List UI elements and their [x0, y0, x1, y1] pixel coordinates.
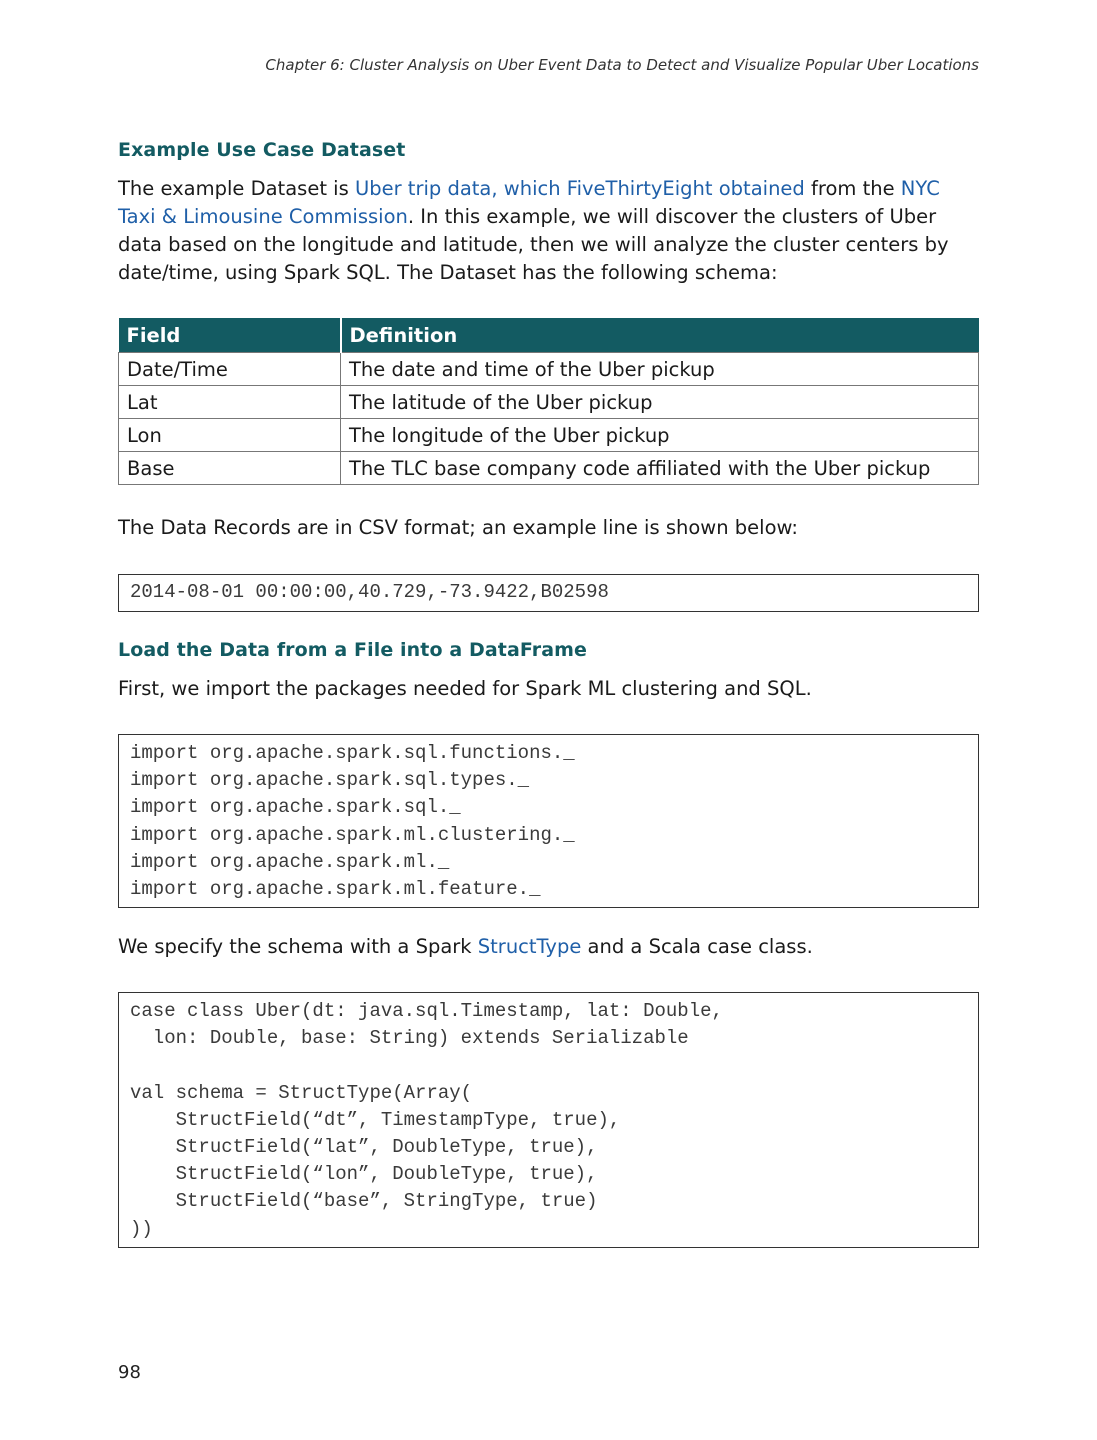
- table-cell-field: Lon: [119, 419, 341, 452]
- schema-intro-paragraph: [118, 933, 979, 961]
- table-cell-field: Lat: [119, 386, 341, 419]
- schema-table: [118, 318, 979, 485]
- schema-intro-text-1: We specify the schema with a Spark: [118, 935, 478, 958]
- csv-example-code-block: 2014-08-01 00:00:00,40.729,-73.9422,B02598: [118, 574, 979, 612]
- table-header-definition: Definition: [341, 318, 979, 353]
- imports-code-block: import org.apache.spark.sql.functions._ import org.apache.spark.sql.types._ import org.apache.spark.sql._ import org.apache.spark.ml.clustering._ import org.apache.spark.ml._ import org.apache.spark.ml.feature._: [118, 734, 979, 908]
- running-header: Chapter 6: Cluster Analysis on Uber Event Data to Detect and Visualize Popular Uber Locations: [265, 56, 979, 74]
- nyc-tlc-link[interactable]: NYC Taxi & Limousine Commission: [118, 177, 940, 228]
- schema-intro-text-2: and a Scala case class.: [581, 935, 813, 958]
- csv-intro-paragraph: The Data Records are in CSV format; an example line is shown below:: [118, 516, 798, 539]
- table-row: [119, 452, 979, 485]
- intro-text-1: The example Dataset is: [118, 177, 355, 200]
- table-cell-definition: The TLC base company code affiliated with the Uber pickup: [341, 452, 979, 485]
- schema-code-block: case class Uber(dt: java.sql.Timestamp, lat: Double, lon: Double, base: String) extends Serializable val schema = StructType(Array( StructField(“dt”, TimestampType, true), StructField(“lat”, DoubleType, true), StructField(“lon”, DoubleType, true), StructField(“base”, StringType, true) )): [118, 992, 979, 1248]
- table-row: [119, 353, 979, 386]
- table-cell-field: Base: [119, 452, 341, 485]
- document-page: [118, 0, 979, 1440]
- intro-text-2: from the: [804, 177, 901, 200]
- page-number: 98: [118, 1362, 141, 1383]
- table-row: [119, 419, 979, 452]
- intro-text-3: . In this example, we will discover the clusters of Uber data based on the longitude and latitude, then we will analyze the cluster centers by date/time, using Spark SQL. The Dataset has the following schema:: [118, 205, 949, 284]
- table-cell-definition: The latitude of the Uber pickup: [341, 386, 979, 419]
- table-cell-field: Date/Time: [119, 353, 341, 386]
- structtype-link[interactable]: StructType: [477, 935, 582, 958]
- section-heading-dataset: Example Use Case Dataset: [118, 139, 406, 161]
- section-heading-load-data: Load the Data from a File into a DataFrame: [118, 639, 588, 661]
- table-row: [119, 386, 979, 419]
- imports-intro-paragraph: First, we import the packages needed for Spark ML clustering and SQL.: [118, 677, 812, 700]
- uber-trip-data-link[interactable]: Uber trip data, which FiveThirtyEight obtained: [354, 177, 805, 200]
- table-cell-definition: The date and time of the Uber pickup: [341, 353, 979, 386]
- table-header-field: Field: [119, 318, 341, 353]
- dataset-intro-paragraph: [118, 175, 979, 287]
- table-header-row: [119, 318, 979, 353]
- table-cell-definition: The longitude of the Uber pickup: [341, 419, 979, 452]
